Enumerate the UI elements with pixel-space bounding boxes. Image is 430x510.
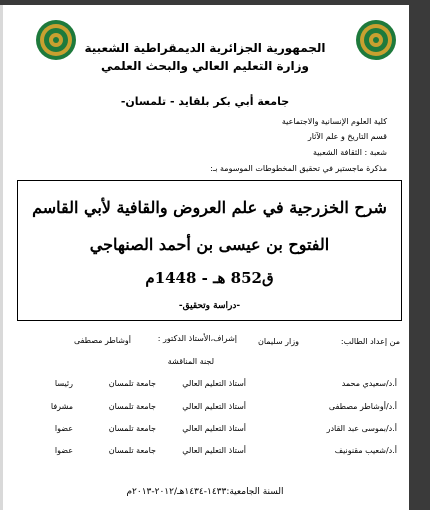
prepared-by-label: من إعداد الطالب: — [340, 337, 400, 346]
committee-member — [3, 446, 407, 460]
viewer-scrollbar[interactable] — [409, 0, 430, 510]
member-rank: أستاذ التعليم العالي — [182, 424, 246, 433]
member-role: عضوا — [54, 424, 73, 433]
member-university: جامعة تلمسان — [108, 446, 156, 455]
thesis-intro: مذكرة ماجستير في تحقيق المخطوطات الموسومة بـ: — [210, 164, 387, 173]
university-header: جامعة أبي بكر بلقايد - تلمسان- — [120, 95, 290, 108]
committee-member — [3, 402, 407, 416]
member-role: رئيسا — [54, 379, 73, 388]
member-name: أ.د/شعيب مقنونيف — [334, 446, 397, 455]
member-name: أ.د/أوشاطر مصطفى — [328, 402, 397, 411]
member-rank: أستاذ التعليم العالي — [182, 379, 246, 388]
member-university: جامعة تلمسان — [108, 379, 156, 388]
thesis-title-line1: شرح الخزرجية في علم العروض والقافية لأبي القاسم — [32, 198, 387, 217]
document-page — [3, 5, 407, 510]
member-university: جامعة تلمسان — [108, 402, 156, 411]
thesis-title-box — [17, 180, 402, 321]
committee-member — [3, 424, 407, 438]
thesis-title-line2: الفتوح بن عيسى بن أحمد الصنهاجي — [89, 235, 330, 254]
faculty-line: كلية العلوم الإنسانية والاجتماعية — [281, 117, 387, 126]
member-university: جامعة تلمسان — [108, 424, 156, 433]
thesis-subtitle: -دراسة وتحقيق- — [178, 301, 241, 311]
supervisor-label: إشراف،الأستاذ الدكتور : — [157, 334, 237, 343]
member-name: أ.د/بموسى عبد القادر — [326, 424, 397, 433]
republic-header: الجمهورية الجزائرية الديمقراطية الشعبية — [84, 41, 326, 55]
member-role: مشرفا — [50, 402, 73, 411]
supervisor-name: أوشاطر مصطفى — [73, 336, 131, 345]
academic-year: السنة الجامعية:١٤٣٣-١٤٣٤هـ/٢٠١٢-٢٠١٣م — [126, 487, 284, 497]
department-line: قسم التاريخ و علم الآثار — [307, 132, 387, 141]
student-name: وزار سليمان — [257, 337, 299, 346]
member-rank: أستاذ التعليم العالي — [182, 402, 246, 411]
member-role: عضوا — [54, 446, 73, 455]
committee-title: لجنة المناقشة — [167, 357, 214, 366]
member-rank: أستاذ التعليم العالي — [182, 446, 246, 455]
branch-line: شعبة : الثقافة الشعبية — [312, 148, 387, 157]
member-name: أ.د/سعيدي محمد — [341, 379, 397, 388]
committee-member — [3, 379, 407, 393]
ministry-header: وزارة التعليم العالي والبحث العلمي — [100, 59, 310, 73]
thesis-title-dates: ق852 هـ - 1448م — [145, 269, 274, 287]
